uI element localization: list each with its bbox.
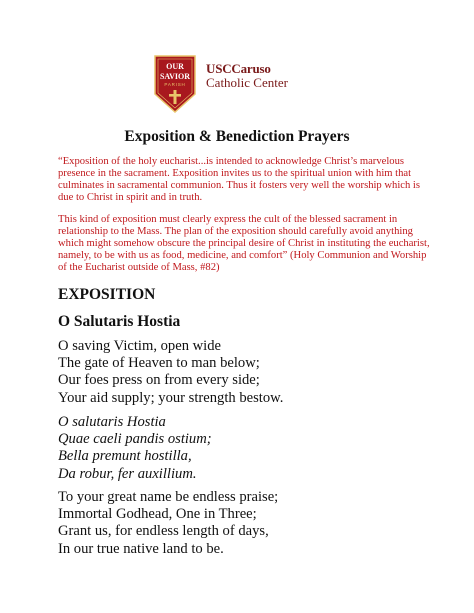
parish-crest-logo [152, 54, 198, 114]
verse-english-1 [58, 338, 448, 407]
verse-english-2 [58, 489, 448, 558]
document-title: Exposition & Benediction Prayers [124, 128, 350, 145]
verse-line: Grant us, for endless length of days, [58, 523, 269, 540]
intro-paragraph-2: This kind of exposition must clearly express the cult of the blessed sacrament in relationship to the Mass. The plan of the exposition should carefully avoid anything which might somehow obscure the principal desire of Christ in instituting the eucharist, namely, to be with us as food, medicine, and comfort” (Holy Communion and Worship of the Eucharist outside of Mass, #82) [58, 214, 430, 273]
org-name-line2: Catholic Center [206, 75, 288, 90]
intro-quote [58, 156, 430, 284]
intro-paragraph-1: “Exposition of the holy eucharist...is intended to acknowledge Christ’s marvelous presence in the sacrament. Exposition invites us to the spiritual union with him that culminates in sacramental communion. Thus it fosters very well the worship which is due to Christ in spirit and in truth. [58, 156, 420, 203]
crest-text-line1: OUR [166, 62, 184, 71]
verse-latin [58, 414, 448, 483]
verse-line: Immortal Godhead, One in Three; [58, 506, 257, 523]
verse-line: Bella premunt hostilla, [58, 448, 192, 465]
verse-line: Our foes press on from every side; [58, 372, 260, 389]
verse-line: O saving Victim, open wide [58, 338, 222, 354]
hymn-title: O Salutaris Hostia [58, 313, 181, 330]
verse-line: To your great name be endless praise; [58, 489, 279, 505]
section-heading: EXPOSITION [58, 286, 156, 303]
verse-line: Da robur, fer auxillium. [58, 465, 197, 482]
verse-line: The gate of Heaven to man below; [58, 355, 260, 372]
verse-line: Your aid supply; your strength bestow. [58, 389, 284, 406]
page-header [0, 54, 474, 116]
org-name-line1: USCCaruso [206, 61, 271, 76]
verse-line: Quae caeli pandis ostium; [58, 431, 212, 448]
organization-name [206, 62, 288, 90]
crest-text-line3: PARISH [164, 82, 186, 87]
verse-line: In our true native land to be. [58, 540, 224, 557]
verse-line: O salutaris Hostia [58, 414, 166, 430]
crest-text-line2: SAVIOR [159, 72, 191, 81]
